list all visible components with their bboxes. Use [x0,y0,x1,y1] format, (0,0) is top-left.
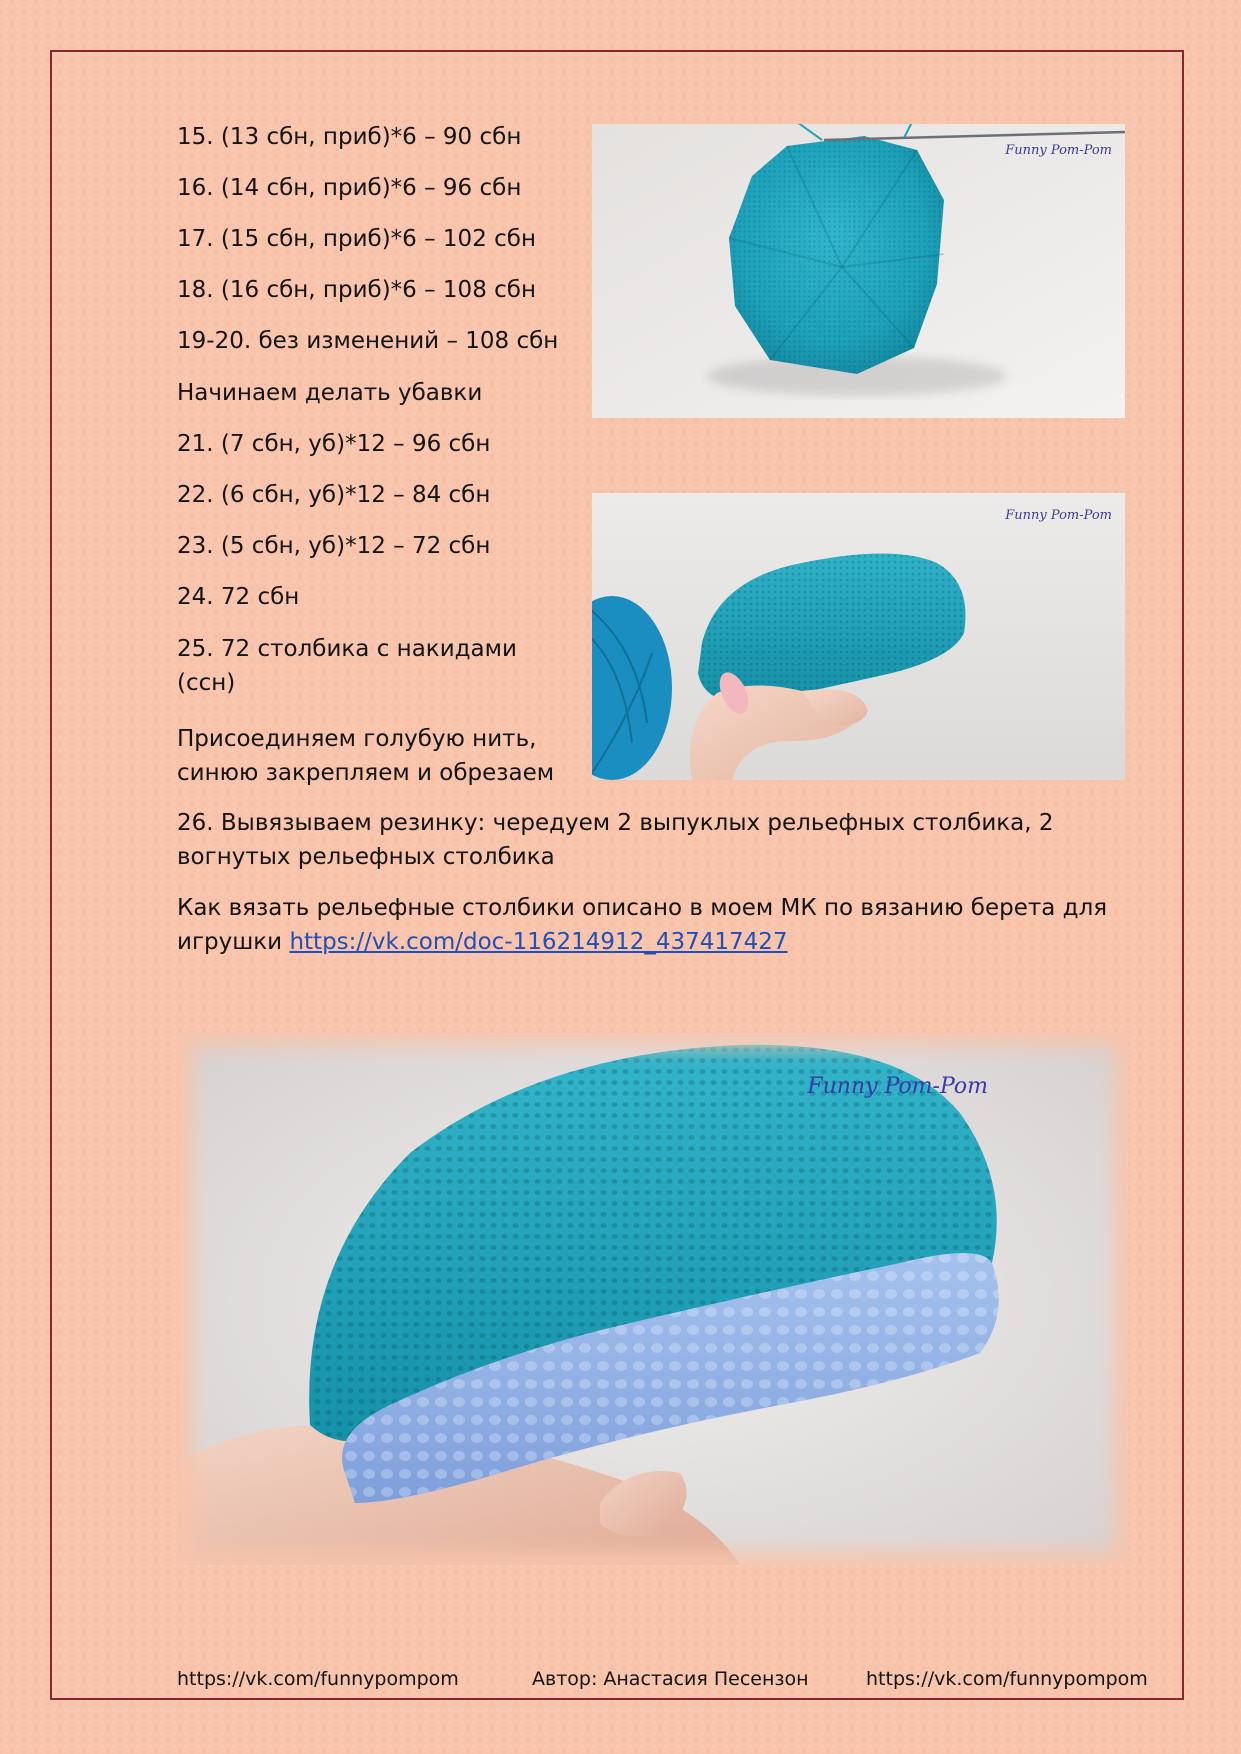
watermark-text-3: Funny Pom-Pom [807,1074,988,1099]
decrease-heading: Начинаем делать убавки [177,380,483,406]
step-15: 15. (13 сбн, приб)*6 – 90 сбн [177,124,522,150]
doc-link[interactable]: https://vk.com/doc-116214912_437417427 [289,929,788,955]
step-22: 22. (6 сбн, уб)*12 – 84 сбн [177,482,491,508]
footer-left-link[interactable]: https://vk.com/funnypompom [177,1668,459,1690]
photo-beret-finished [180,1033,1128,1565]
step-18: 18. (16 сбн, приб)*6 – 108 сбн [177,277,537,303]
step-25-line-1: 25. 72 столбика с накидами [177,636,517,662]
step-17: 17. (15 сбн, приб)*6 – 102 сбн [177,226,537,252]
watermark-text-2: Funny Pom-Pom [1005,508,1112,523]
photo-crown-flat [592,124,1125,418]
step-23: 23. (5 сбн, уб)*12 – 72 сбн [177,533,491,559]
step-25-line-2: (ссн) [177,670,236,696]
footer-right-link[interactable]: https://vk.com/funnypompom [866,1668,1148,1690]
step-24: 24. 72 сбн [177,584,300,610]
step-21: 21. (7 сбн, уб)*12 – 96 сбн [177,431,491,457]
footer-author: Автор: Анастасия Песензон [532,1668,809,1690]
step-19-20: 19-20. без изменений – 108 сбн [177,328,559,354]
step-16: 16. (14 сбн, приб)*6 – 96 сбн [177,175,522,201]
join-yarn-line-1: Присоединяем голубую нить, [177,726,537,752]
stitch-note [177,891,1117,959]
stitch-note-text: Как вязать рельефные столбики описано в моем МК по вязанию берета для игрушки [177,895,1108,955]
photo-beret-side [592,493,1125,780]
step-26: 26. Вывязываем резинку: чередуем 2 выпуклых рельефных столбика, 2 вогнутых рельефных столбика [177,810,1054,870]
watermark-text-1: Funny Pom-Pom [1005,143,1112,158]
join-yarn-line-2: синюю закрепляем и обрезаем [177,760,555,786]
